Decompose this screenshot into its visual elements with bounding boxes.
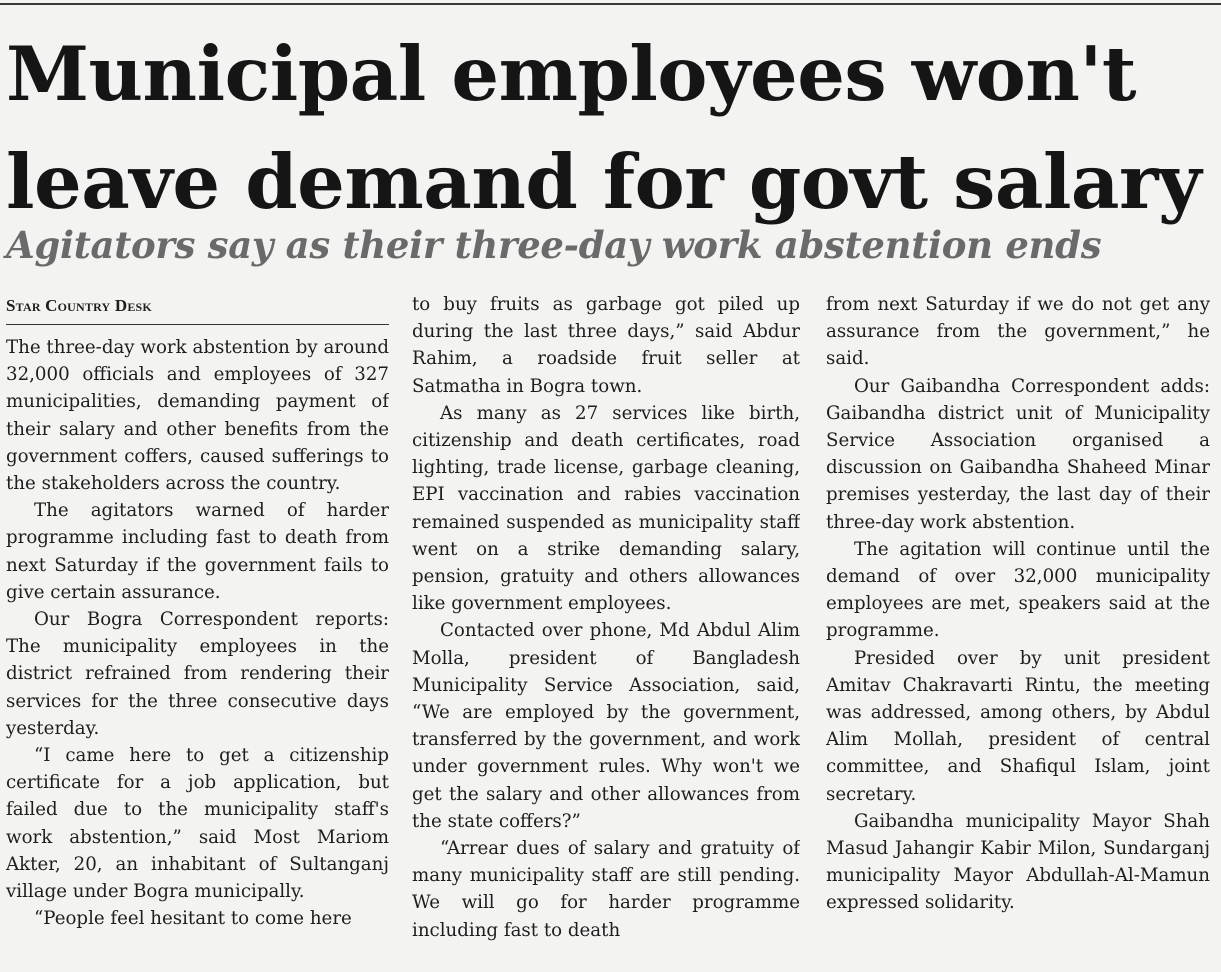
- paragraph: Contacted over phone, Md Abdul Alim Molla, president of Bangladesh Municipality Service Association, said, “We are employed by the government, transferred by the government, and work under government rules. Why won't we get the salary and other allowances from the state coffers?”: [412, 620, 800, 832]
- paragraph: Our Gaibandha Correspondent adds: Gaibandha district unit of Municipality Service Association organised a discussion on Gaibandha Shaheed Minar premises yesterday, the last day of their three-day work abstention.: [826, 375, 1210, 533]
- column-2: [412, 291, 800, 972]
- headline: [6, 20, 1216, 236]
- column-3: [826, 291, 1210, 972]
- paragraph: to buy fruits as garbage got piled up during the last three days,” said Abdur Rahim, a roadside fruit seller at Satmatha in Bogra town.: [412, 294, 800, 397]
- subheadline: Agitators say as their three-day work abstention ends: [6, 223, 1102, 267]
- column-1: [6, 290, 389, 971]
- headline-line-1: Municipal employees won't: [6, 30, 1136, 118]
- paragraph: Presided over by unit president Amitav Chakravarti Rintu, the meeting was addressed, among others, by Abdul Alim Mollah, president of central committee, and Shafiqul Islam, joint secretary.: [826, 647, 1210, 805]
- paragraph: The agitation will continue until the demand of over 32,000 municipality employees are met, speakers said at the programme.: [826, 538, 1210, 642]
- paragraph: “People feel hesitant to come here: [34, 908, 352, 930]
- headline-line-2: leave demand for govt salary: [6, 138, 1202, 226]
- paragraph: Our Bogra Correspondent reports: The municipality employees in the district refrained from rendering their services for the three consecutive days yesterday.: [6, 609, 389, 739]
- paragraph: Gaibandha municipality Mayor Shah Masud Jahangir Kabir Milon, Sundarganj municipality Mayor Abdullah-Al-Mamun expressed solidarity.: [826, 810, 1210, 914]
- top-rule: [0, 3, 1221, 5]
- paragraph: from next Saturday if we do not get any assurance from the government,” he said.: [826, 294, 1210, 370]
- paragraph: “I came here to get a citizenship certificate for a job application, but failed due to the municipality staff's work abstention,” said Most Mariom Akter, 20, an inhabitant of Sultanganj village under Bogra municipally.: [6, 745, 389, 903]
- paragraph: As many as 27 services like birth, citizenship and death certificates, road lighting, trade license, garbage cleaning, EPI vaccination and rabies vaccination remained suspended as municipality staff went on a strike demanding salary, pension, gratuity and others allowances like government employees.: [412, 402, 800, 615]
- byline: Star Country Desk: [6, 290, 389, 325]
- paragraph: The three-day work abstention by around 32,000 officials and employees of 327 municipalities, demanding payment of their salary and other benefits from the government coffers, caused sufferings to the stakeholders across the country.: [6, 337, 389, 495]
- paragraph: The agitators warned of harder programme including fast to death from next Saturday if the government fails to give certain assurance.: [6, 500, 389, 603]
- paragraph: “Arrear dues of salary and gratuity of many municipality staff are still pending. We will go for harder programme including fast to death: [412, 838, 800, 941]
